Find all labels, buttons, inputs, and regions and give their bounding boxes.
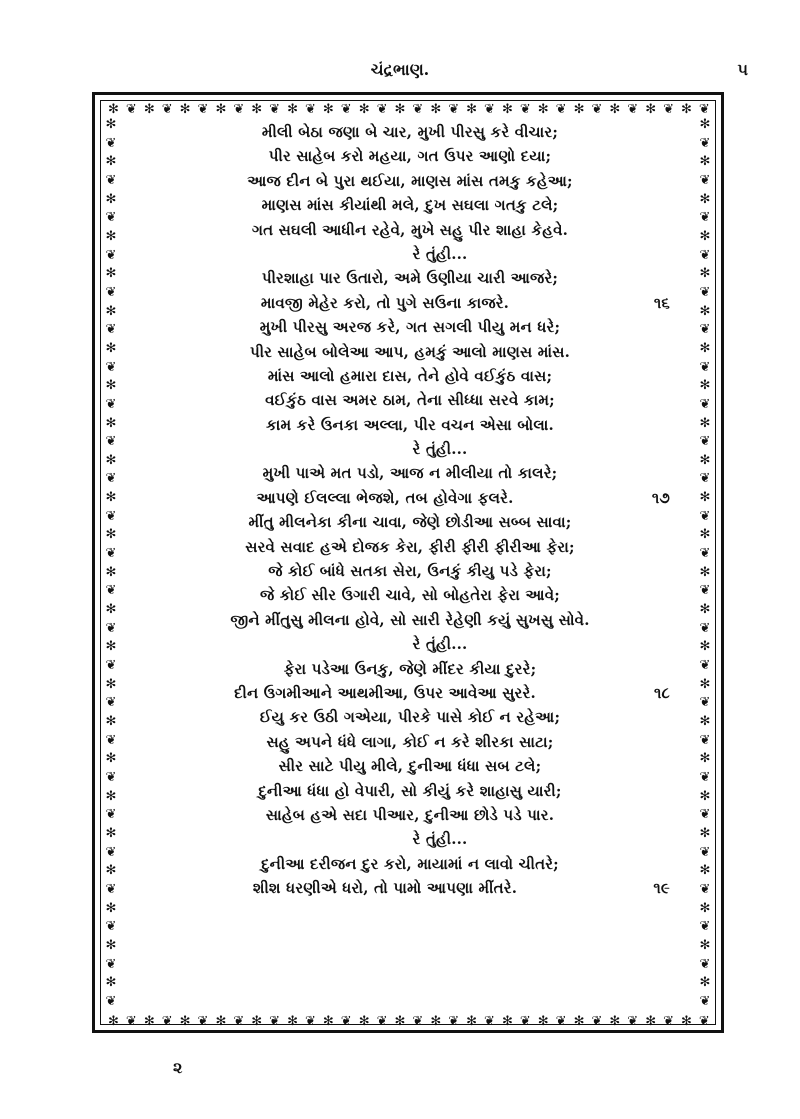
line-text: દુનીઆ ધંધા હો વેપારી, સો કીયું કરે શાહાસુ યારી; (258, 781, 562, 800)
ornament-flourish-icon: ❦ (699, 993, 711, 1008)
ornament-flourish-icon: ✻ (699, 564, 711, 580)
line-text: ગત સઘલી આધીન રહેવે, મુખે સહુ પીર શાહા કેહવે. (251, 220, 569, 239)
ornament-flourish-icon: ❦ (125, 101, 137, 117)
ornament-flourish-icon: ✻ (105, 340, 117, 356)
verse-line (150, 340, 670, 364)
verse-line (150, 120, 670, 144)
line-text: સહુ અપને ધંધે લાગા, કોઈ ન કરે શીરકા સાટા; (266, 732, 554, 751)
ornament-flourish-icon: ❦ (340, 1013, 352, 1029)
ornament-flourish-icon: ❦ (340, 101, 352, 117)
ornament-flourish-icon: ✻ (681, 1013, 692, 1029)
ornament-flourish-icon: ✻ (699, 863, 711, 879)
ornament-flourish-icon: ❦ (105, 546, 117, 562)
ornament-flourish-icon: ❦ (699, 546, 711, 562)
ornament-flourish-icon: ❦ (699, 583, 711, 599)
ornament-flourish-icon: ❦ (105, 881, 117, 897)
line-text: મુખી પાએ મત પડો, આજ ન મીલીયા તો કાલરે; (262, 464, 558, 483)
line-text: સાહેબ હએ સદા પીઆર, દુનીઆ છોડે પડે પાર. (265, 805, 555, 824)
ornament-flourish-icon: ❦ (105, 322, 117, 338)
right-ornament-band (694, 118, 716, 1008)
ornament-flourish-icon: ✻ (105, 975, 117, 991)
ornament-flourish-icon: ✻ (108, 101, 119, 117)
ornament-flourish-icon: ❦ (591, 1013, 603, 1029)
ornament-flourish-icon: ❦ (304, 1013, 316, 1029)
ornament-flourish-icon: ✻ (537, 1013, 549, 1029)
ornament-flourish-icon: ✻ (573, 101, 585, 117)
ornament-flourish-icon: ✻ (699, 303, 711, 319)
poem-body (150, 120, 670, 901)
verse-number: ૧૬ (653, 293, 670, 312)
line-text: જે કોઈ બાંધે સતકા સેરા, ઉનકું કીયુ પડે ફેરા; (268, 562, 552, 581)
ornament-flourish-icon: ✻ (699, 527, 711, 543)
line-text: રે તુંહી... (412, 244, 468, 263)
refrain-line (150, 827, 670, 851)
line-text: માંસ આલો હમારા દાસ, તેને હોવે વઈકુંઠ વાસ; (267, 366, 553, 385)
verse-line (150, 510, 670, 534)
ornament-flourish-icon: ✻ (105, 118, 117, 132)
verse-line (150, 218, 670, 242)
ornament-flourish-icon: ❦ (627, 1013, 639, 1029)
chorus-line (150, 266, 670, 290)
ornament-flourish-icon: ❦ (484, 101, 495, 117)
running-title: ચંદ્રભાણ. (370, 60, 430, 79)
chorus-line (150, 681, 670, 705)
ornament-flourish-icon: ✻ (699, 452, 711, 468)
refrain-line (150, 632, 670, 656)
ornament-flourish-icon: ❦ (699, 172, 711, 188)
ornament-flourish-icon: ❦ (105, 807, 117, 823)
ornament-flourish-icon: ❦ (105, 620, 117, 636)
ornament-flourish-icon: ❦ (376, 101, 388, 117)
ornament-flourish-icon: ✻ (322, 101, 334, 117)
ornament-flourish-icon: ❦ (699, 769, 711, 785)
ornament-flourish-icon: ❦ (699, 881, 711, 897)
ornament-flourish-icon: ✻ (699, 490, 711, 506)
ornament-flourish-icon: ❦ (105, 359, 117, 375)
ornament-flourish-icon: ✻ (699, 937, 711, 953)
ornament-flourish-icon: ✻ (105, 191, 117, 207)
verse-line (150, 193, 670, 217)
ornament-flourish-icon: ❦ (161, 101, 173, 117)
ornament-flourish-icon: ❦ (663, 101, 674, 117)
signature-mark: ૨ (173, 1058, 183, 1077)
ornament-flourish-icon: ✻ (179, 1013, 191, 1029)
top-ornament-band (108, 98, 710, 120)
ornament-flourish-icon: ✻ (105, 415, 117, 431)
line-text: પીર સાહેબ કરો મહયા, ગત ઉપર આણો દયા; (268, 147, 552, 166)
left-ornament-band (100, 118, 122, 1008)
ornament-flourish-icon: ✻ (573, 1013, 585, 1029)
ornament-flourish-icon: ✻ (681, 101, 692, 117)
ornament-flourish-icon: ✻ (105, 303, 117, 319)
ornament-flourish-icon: ✻ (501, 101, 513, 117)
ornament-flourish-icon: ❦ (125, 1013, 137, 1029)
ornament-flourish-icon: ❦ (555, 1013, 567, 1029)
ornament-flourish-icon: ❦ (699, 695, 711, 711)
chorus-line (150, 876, 670, 900)
ornament-flourish-icon: ✻ (358, 1013, 370, 1029)
ornament-flourish-icon: ❦ (699, 844, 711, 860)
ornament-flourish-icon: ✻ (466, 101, 478, 117)
ornament-flourish-icon: ✻ (105, 639, 117, 655)
ornament-flourish-icon: ❦ (627, 101, 639, 117)
ornament-flourish-icon: ✻ (699, 191, 711, 207)
chorus-line (150, 852, 670, 876)
ornament-flourish-icon: ✻ (105, 788, 117, 804)
page-number: ૫ (737, 60, 748, 79)
verse-line (150, 583, 670, 607)
ornament-flourish-icon: ❦ (161, 1013, 173, 1029)
ornament-flourish-icon: ✻ (105, 602, 117, 618)
ornament-flourish-icon: ❦ (663, 1013, 674, 1029)
ornament-flourish-icon: ✻ (251, 1013, 263, 1029)
line-text: ઈયુ કર ઉઠી ગએયા, પીરકે પાસે કોઈ ન રહેઆ; (259, 708, 561, 727)
ornament-flourish-icon: ✻ (430, 1013, 442, 1029)
chorus-line (150, 657, 670, 681)
ornament-flourish-icon: ❦ (699, 471, 711, 487)
verse-line (150, 144, 670, 168)
line-text: દુનીઆ દરીજન દુર કરો, માયામાં ન લાવો ચીતરે; (261, 854, 559, 873)
ornament-flourish-icon: ❦ (519, 101, 531, 117)
frame-left-rule (92, 92, 95, 1033)
ornament-flourish-icon: ❦ (699, 322, 711, 338)
ornament-flourish-icon: ✻ (215, 101, 227, 117)
line-text: રે તુંહી... (412, 635, 468, 654)
ornament-flourish-icon: ❦ (105, 135, 117, 151)
line-text: વઈકુંઠ વાસ અમર ઠામ, તેના સીધ્ધા સરવે કામ; (265, 391, 555, 410)
ornament-flourish-icon: ❦ (699, 284, 711, 300)
ornament-flourish-icon: ❦ (105, 396, 117, 412)
verse-line (150, 315, 670, 339)
ornament-flourish-icon: ✻ (105, 452, 117, 468)
ornament-flourish-icon: ✻ (645, 1013, 657, 1029)
ornament-flourish-icon: ✻ (699, 751, 711, 767)
ornament-flourish-icon: ✻ (105, 937, 117, 953)
ornament-flourish-icon: ❦ (591, 101, 603, 117)
ornament-flourish-icon: ✻ (143, 101, 155, 117)
verse-number: ૧૯ (653, 879, 670, 898)
ornament-flourish-icon: ✻ (699, 118, 711, 132)
line-text: પીરશાહા પાર ઉતારો, અમે ઉણીયા ચારી આજરે; (261, 269, 559, 288)
ornament-flourish-icon: ✻ (699, 900, 711, 916)
line-text: મુખી પીરસુ અરજ કરે, ગત સગલી પીયુ મન ધરે; (259, 318, 561, 337)
ornament-flourish-icon: ❦ (699, 210, 711, 226)
line-text: જે કોઈ સીર ઉગારી ચાવે, સો બોહતેરા ફેરા આવે; (260, 586, 560, 605)
verse-number: ૧૮ (653, 683, 670, 702)
ornament-flourish-icon: ❦ (105, 732, 117, 748)
bottom-ornament-band (108, 1010, 710, 1032)
ornament-flourish-icon: ✻ (215, 1013, 227, 1029)
line-text: આજ દીન બે પુરા થઈયા, માણસ માંસ તમકુ કહેઆ; (247, 171, 573, 190)
ornament-flourish-icon: ✻ (699, 154, 711, 170)
ornament-flourish-icon: ✻ (105, 490, 117, 506)
verse-line (150, 559, 670, 583)
ornament-flourish-icon: ✻ (358, 101, 370, 117)
line-text: જીને મીંતુસુ મીલના હોવે, સો સારી રેહેણી કયું સુખસુ સોવે. (230, 610, 590, 629)
ornament-flourish-icon: ❦ (105, 210, 117, 226)
ornament-flourish-icon: ✻ (699, 714, 711, 729)
ornament-flourish-icon: ❦ (105, 284, 117, 300)
ornament-flourish-icon: ✻ (394, 1013, 406, 1029)
chorus-line (150, 461, 670, 485)
frame-right-rule (721, 92, 724, 1033)
verse-line (150, 535, 670, 559)
ornament-flourish-icon: ❦ (105, 695, 117, 711)
ornament-flourish-icon: ❦ (197, 1013, 209, 1029)
ornament-flourish-icon: ✻ (105, 154, 117, 170)
line-text: રે તુંહી... (412, 830, 468, 849)
ornament-flourish-icon: ❦ (699, 359, 711, 375)
ornament-flourish-icon: ✻ (105, 863, 117, 879)
ornament-flourish-icon: ❦ (376, 1013, 388, 1029)
ornament-flourish-icon: ❦ (699, 620, 711, 636)
line-text: રે તુંહી... (412, 440, 468, 459)
ornament-flourish-icon: ✻ (105, 825, 117, 841)
ornament-flourish-icon: ❦ (105, 583, 117, 599)
ornament-flourish-icon: ❦ (105, 658, 117, 674)
verse-line (150, 413, 670, 437)
line-text: આપણે ઈલલ્લા ભેજશે, તબ હોવેગા ફલરે. (256, 488, 514, 507)
ornament-flourish-icon: ❦ (484, 1013, 495, 1029)
ornament-flourish-icon: ❦ (699, 732, 711, 748)
ornament-flourish-icon: ❦ (448, 1013, 460, 1029)
ornament-flourish-icon: ✻ (609, 101, 621, 117)
ornament-flourish-icon: ✻ (105, 676, 117, 692)
ornament-flourish-icon: ✻ (287, 1013, 298, 1029)
line-text: શીશ ધરણીએ ધરો, તો પામો આપણા મીંતરે. (252, 879, 518, 898)
ornament-flourish-icon: ✻ (699, 378, 711, 394)
ornament-flourish-icon: ✻ (108, 1013, 119, 1029)
verse-line (150, 754, 670, 778)
ornament-flourish-icon: ❦ (412, 101, 424, 117)
ornament-flourish-icon: ✻ (430, 101, 442, 117)
ornament-flourish-icon: ❦ (105, 172, 117, 188)
ornament-flourish-icon: ✻ (699, 340, 711, 356)
ornament-flourish-icon: ✻ (143, 1013, 155, 1029)
line-text: સરવે સવાદ હએ દોજક કેરા, ફીરી ફીરી ફીરીઆ ફેરા; (245, 537, 575, 556)
ornament-flourish-icon: ❦ (105, 844, 117, 860)
ornament-flourish-icon: ❦ (105, 993, 117, 1008)
ornament-flourish-icon: ✻ (501, 1013, 513, 1029)
verse-line (150, 169, 670, 193)
ornament-flourish-icon: ❦ (699, 135, 711, 151)
ornament-flourish-icon: ✻ (287, 101, 298, 117)
ornament-flourish-icon: ✻ (645, 101, 657, 117)
ornament-flourish-icon: ✻ (699, 676, 711, 692)
ornament-flourish-icon: ✻ (105, 378, 117, 394)
ornament-flourish-icon: ❦ (197, 101, 209, 117)
ornament-flourish-icon: ✻ (105, 266, 117, 282)
ornament-flourish-icon: ❦ (233, 101, 245, 117)
ornament-flourish-icon: ❦ (699, 434, 711, 450)
ornament-flourish-icon: ❦ (699, 956, 711, 972)
verse-line (150, 705, 670, 729)
ornament-flourish-icon: ✻ (699, 825, 711, 841)
line-text: મીલી બેઠા જણા બે ચાર, મુખી પીરસુ કરે વીચાર; (261, 123, 559, 141)
ornament-flourish-icon: ❦ (105, 919, 117, 935)
verse-line (150, 803, 670, 827)
line-text: સીર સાટે પીયુ મીલે, દુનીઆ ધંધા સબ ટલે; (278, 757, 542, 776)
ornament-flourish-icon: ✻ (699, 415, 711, 431)
line-text: ફેરા પડેઆ ઉનકુ, જેણે મીંદર કીયા દુરરે; (283, 659, 537, 678)
verse-line (150, 730, 670, 754)
ornament-flourish-icon: ✻ (699, 602, 711, 618)
line-text: દીન ઉગમીઆને આથમીઆ, ઉપર આવેઆ સુરરે. (234, 683, 536, 702)
ornament-flourish-icon: ❦ (698, 1013, 710, 1029)
ornament-flourish-icon: ❦ (699, 807, 711, 823)
ornament-flourish-icon: ✻ (105, 900, 117, 916)
verse-line (150, 364, 670, 388)
ornament-flourish-icon: ✻ (699, 788, 711, 804)
ornament-flourish-icon: ❦ (105, 956, 117, 972)
ornament-flourish-icon: ✻ (699, 975, 711, 991)
ornament-flourish-icon: ✻ (466, 1013, 478, 1029)
ornament-flourish-icon: ✻ (179, 101, 191, 117)
chorus-line (150, 486, 670, 510)
verse-line (150, 779, 670, 803)
ornament-flourish-icon: ❦ (269, 1013, 281, 1029)
ornament-flourish-icon: ✻ (394, 101, 406, 117)
ornament-flourish-icon: ❦ (448, 101, 460, 117)
verse-line (150, 608, 670, 632)
line-text: મીંતુ મીલનેકા કીના ચાવા, જેણે છોડીઆ સબ્બ સાવા; (248, 513, 572, 532)
ornament-flourish-icon: ✻ (609, 1013, 621, 1029)
ornament-flourish-icon: ❦ (699, 247, 711, 263)
ornament-flourish-icon: ✻ (322, 1013, 334, 1029)
line-text: માવજી મેહેર કરો, તો પુગે સઉના કાજરે. (260, 293, 510, 312)
ornament-flourish-icon: ✻ (105, 751, 117, 767)
ornament-flourish-icon: ❦ (699, 919, 711, 935)
ornament-flourish-icon: ❦ (699, 396, 711, 412)
chorus-line (150, 291, 670, 315)
ornament-flourish-icon: ❦ (269, 101, 281, 117)
ornament-flourish-icon: ❦ (105, 247, 117, 263)
ornament-flourish-icon: ✻ (105, 228, 117, 244)
ornament-flourish-icon: ❦ (105, 471, 117, 487)
ornament-flourish-icon: ✻ (105, 714, 117, 729)
line-text: પીર સાહેબ બોલેઆ આપ, હમકું આલો માણસ માંસ. (249, 342, 571, 361)
ornament-flourish-icon: ❦ (233, 1013, 245, 1029)
refrain-line (150, 437, 670, 461)
ornament-flourish-icon: ✻ (105, 564, 117, 580)
line-text: કામ કરે ઉનકા અલ્લા, પીર વચન એસા બોલા. (266, 415, 554, 434)
ornament-flourish-icon: ✻ (699, 639, 711, 655)
ornament-flourish-icon: ❦ (105, 508, 117, 524)
ornament-flourish-icon: ❦ (699, 508, 711, 524)
ornament-flourish-icon: ✻ (699, 228, 711, 244)
ornament-flourish-icon: ✻ (699, 266, 711, 282)
line-text: માણસ માંસ કીયાંથી મલે, દુખ સઘલા ગતકુ ટલે; (261, 196, 559, 215)
ornament-flourish-icon: ✻ (537, 101, 549, 117)
verse-number: ૧૭ (651, 488, 670, 507)
verse-line (150, 388, 670, 412)
ornament-flourish-icon: ❦ (304, 101, 316, 117)
ornament-flourish-icon: ❦ (555, 101, 567, 117)
ornament-flourish-icon: ❦ (519, 1013, 531, 1029)
frame-top-rule (92, 92, 724, 95)
ornament-flourish-icon: ✻ (251, 101, 263, 117)
ornament-flourish-icon: ❦ (699, 658, 711, 674)
ornament-flourish-icon: ❦ (412, 1013, 424, 1029)
ornament-flourish-icon: ❦ (105, 434, 117, 450)
ornament-flourish-icon: ❦ (105, 769, 117, 785)
ornament-flourish-icon: ✻ (105, 527, 117, 543)
refrain-line (150, 242, 670, 266)
ornament-flourish-icon: ❦ (698, 101, 710, 117)
